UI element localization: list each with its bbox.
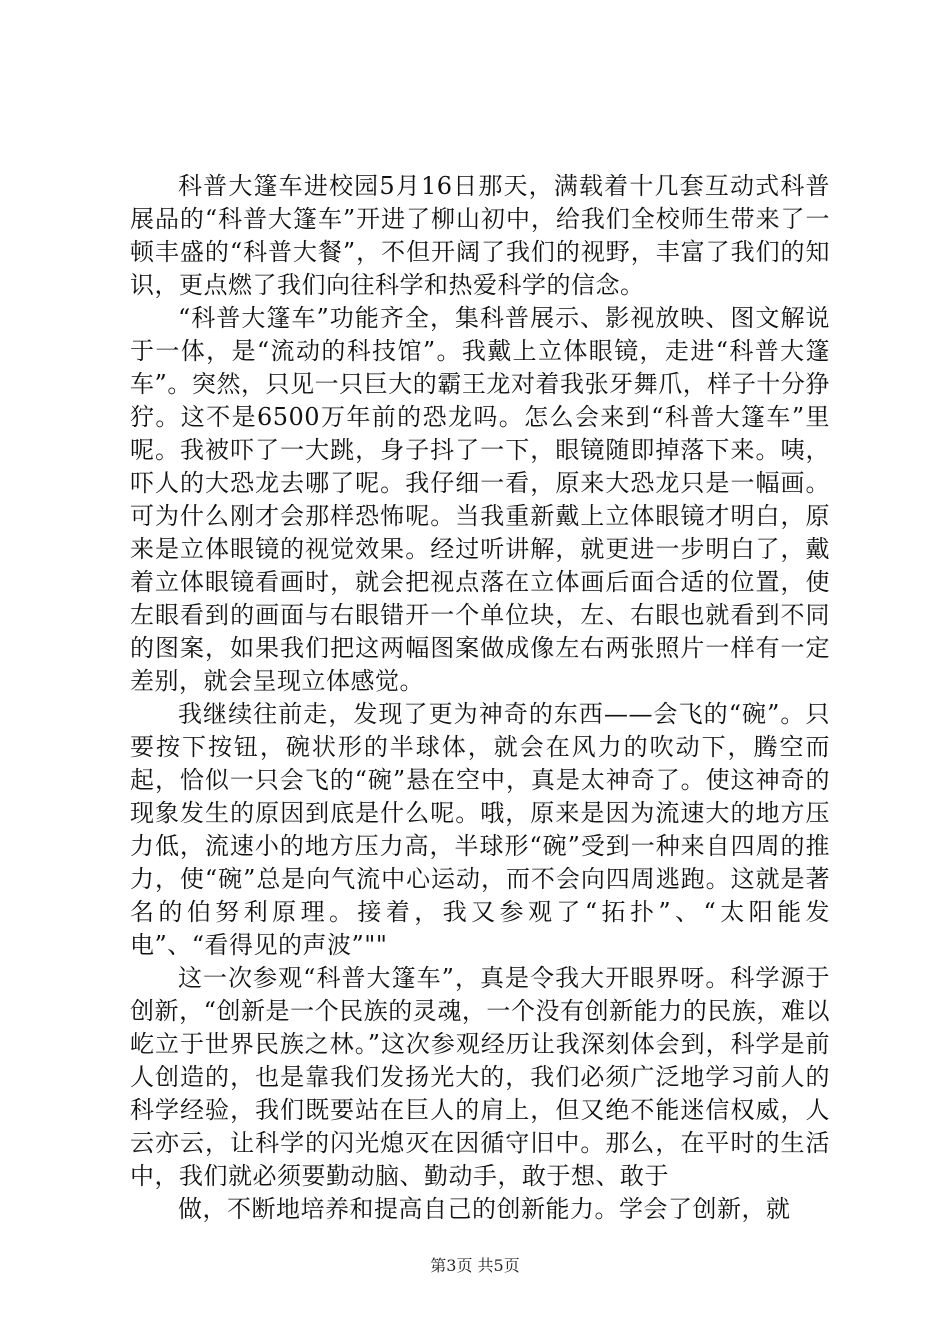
paragraph-5: 做，不断地培养和提高自己的创新能力。学会了创新，就 <box>178 1195 791 1223</box>
paragraph-4: 这一次参观“科普大篷车”，真是令我大开眼界呀。科学源于创新，“创新是一个民族的灵魂，一个没有创新能力的民族，难以屹立于世界民族之林。”这次参观经历让我深刻体会到，科学是前人创造的，也是靠我们发扬光大的，我们必须广泛地学习前人的科学经验，我们既要站在巨人的肩上，但又绝不能迷信权威，人云亦云，让科学的闪光熄灭在因循守旧中。那么，在平时的生活中，我们就必须要勤动脑、勤动手，敢于想、敢于 <box>130 964 830 1190</box>
page-footer: 第3页 共5页 <box>430 1256 520 1275</box>
paragraph-1: 科普大篷车进校园5月16日那天，满载着十几套互动式科普展品的“科普大篷车”开进了柳山初中，给我们全校师生带来了一顿丰盛的“科普大餐”，不但开阔了我们的视野，丰富了我们的知识，更点燃了我们向往科学和热爱科学的信念。 <box>130 172 830 299</box>
document-body <box>130 170 830 1226</box>
paragraph-3: 我继续往前走，发现了更为神奇的东西——会飞的“碗”。只要按下按钮，碗状形的半球体，就会在风力的吹动下，腾空而起，恰似一只会飞的“碗”悬在空中，真是太神奇了。使这神奇的现象发生的原因到底是什么呢。哦，原来是因为流速大的地方压力低，流速小的地方压力高，半球形“碗”受到一种来自四周的推力，使“碗”总是向气流中心运动，而不会向四周逃跑。这就是著名的伯努利原理。接着，我又参观了“拓扑”、“太阳能发电”、“看得见的声波”"" <box>130 700 830 959</box>
paragraph-2: “科普大篷车”功能齐全，集科普展示、影视放映、图文解说于一体，是“流动的科技馆”。我戴上立体眼镜，走进“科普大篷车”。突然，只见一只巨大的霸王龙对着我张牙舞爪，样子十分狰狞。这不是6500万年前的恐龙吗。怎么会来到“科普大篷车”里呢。我被吓了一大跳，身子抖了一下，眼镜随即掉落下来。咦，吓人的大恐龙去哪了呢。我仔细一看，原来大恐龙只是一幅画。可为什么刚才会那样恐怖呢。当我重新戴上立体眼镜才明白，原来是立体眼镜的视觉效果。经过听讲解，就更进一步明白了，戴着立体眼镜看画时，就会把视点落在立体画后面合适的位置，使左眼看到的画面与右眼错开一个单位块，左、右眼也就看到不同的图案，如果我们把这两幅图案做成像左右两张照片一样有一定差别，就会呈现立体感觉。 <box>130 304 830 695</box>
